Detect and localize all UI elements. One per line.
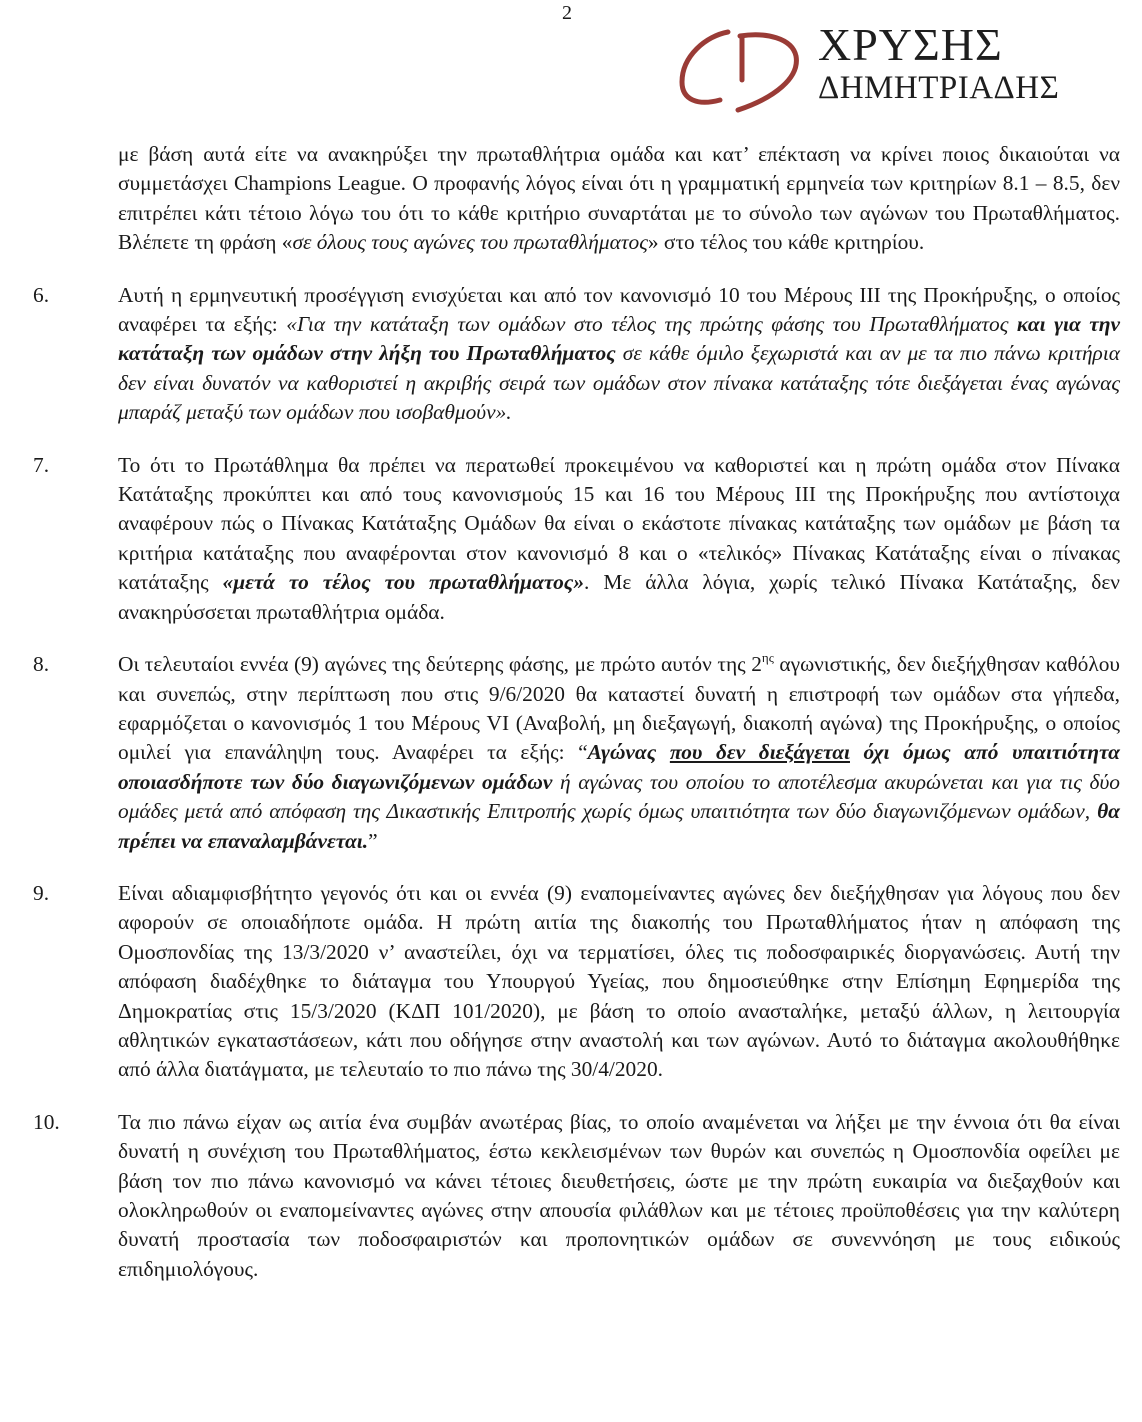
paragraph-number: 8. [33, 652, 50, 677]
text-segment: Το ότι το Πρωτάθλημα θα πρέπει να περατωθεί προκειμένου να καθοριστεί και η πρώτη ομάδα στον Πίνακα Κατάταξης προκύπτει και από τους κανονισμούς 15 και 16 του Μέρους ΙΙΙ της Προκήρυξης που αντίστοιχα αναφέρουν πώς ο Πίνακας Κατάταξης Ομάδων θα είναι ο εκάστοτε πίνακας κατάταξης των ομάδων με βάση τα κριτήρια κατάταξης που αναφέρονται στον κανονισμό 8 και ο «τελικός» Πίνακας Κατάταξης είναι ο πίνακας κατάταξης [118, 452, 1120, 595]
text-segment: ή αγώνας του οποίου το αποτέλεσμα ακυρώνεται και για τις δύο ομάδες μετά από απόφαση της Δικαστικής Επιτροπής χωρίς όμως υπαιτιότητα των δύο διαγωνιζόμενων ομάδων, [118, 769, 1120, 824]
text-segment: θα πρέπει να επαναλαμβάνεται. [118, 799, 1120, 853]
text-segment: Είναι αδιαμφισβήτητο γεγονός ότι και οι εννέα (9) εναπομείναντες αγώνες δεν διεξήχθησαν για λόγους που δεν αφορούν σε οποιαδήποτε ομάδα. Η πρώτη αιτία της διακοπής του Πρωταθλήματος ήταν η απόφαση της Ομοσπονδίας της 13/3/2020 ν’ αναστείλει, όχι να τερματίσει, όλες τις ποδοσφαιρικές διοργανώσεις. Αυτή την απόφαση διαδέχθηκε το διάταγμα του Υπουργού Υγείας, που δημοσιεύθηκε στην Επίσημη Εφημερίδα της Δημοκρατίας στις 15/3/2020 (ΚΔΠ 101/2020), με βάση το οποίο ανασταλήκε, μεταξύ άλλων, η λειτουργία αθλητικών εγκαταστάσεων, κάτι που οδήγησε στην αναστολή και των αγώνων. Αυτό το διάταγμα ακολουθήθηκε από άλλα διατάγματα, με τελευταίο το πιο πάνω της 30/4/2020. [118, 880, 1120, 1082]
firm-logo [676, 19, 1116, 112]
text-segment: «μετά το τέλος του πρωταθλήματος» [222, 570, 585, 595]
paragraph-continued [118, 140, 1120, 258]
text-segment: «Για την κατάταξη των ομάδων στο τέλος της πρώτης φάσης του Πρωταθλήματος [286, 312, 1017, 337]
text-segment: και για την κατάταξη των ομάδων στην λήξη του Πρωταθλήματος [118, 312, 1121, 366]
text-segment: ης [761, 650, 774, 666]
text-segment: σε όλους τους αγώνες του πρωταθλήματος [292, 230, 648, 255]
cd-monogram-icon [676, 26, 811, 114]
text-segment: . Με άλλα λόγια, χωρίς τελικό Πίνακα Κατάταξης, δεν ανακηρύσσεται πρωταθλήτρια ομάδα. [118, 570, 1120, 624]
paragraph-number: 10. [33, 1109, 60, 1134]
text-segment: αγωνιστικής, δεν διεξήχθησαν καθόλου και συνεπώς, στην περίπτωση που στις 9/6/2020 θα καταστεί δυνατή η επιστροφή των ομάδων στα γήπεδα, εφαρμόζεται ο κανονισμός 1 του Μέρους VI (Αναβολή, μη διεξαγωγή, διακοπή αγώνα) της Προκήρυξης, ο οποίος ομιλεί για επανάληψη τους. Αναφέρει τα εξής: “ [118, 652, 1120, 765]
brand-name-line-2: ΔΗΜΗΤΡΙΑΔΗΣ [818, 70, 1060, 106]
text-segment: » στο τέλος του κάθε κριτηρίου. [647, 230, 925, 255]
page-number: 2 [562, 2, 572, 24]
brand-name-line-1: ΧΡΥΣΗΣ [818, 19, 1003, 70]
paragraph-6 [33, 281, 1121, 428]
paragraph-number: 6. [33, 282, 50, 307]
text-segment: Αγώνας [587, 740, 670, 765]
text-segment: όχι όμως από υπαιτιότητα οποιασδήποτε των δύο διαγωνιζόμενων ομάδων [118, 740, 1120, 794]
text-segment: με βάση αυτά είτε να ανακηρύξει την πρωταθλήτρια ομάδα και κατ’ επέκταση να κρίνει ποιος δικαιούται να συμμετάσχει Champions League. Ο προφανής λόγος είναι ότι η γραμματική ερμηνεία των κριτηρίων 8.1 – 8.5, δεν επιτρέπει κάτι τέτοιο λόγω του ότι το κάθε κριτήριο συναρτάται με το σύνολο των αγώνων του Πρωταθλήματος. Βλέπετε τη φράση « [118, 142, 1120, 255]
paragraph-8 [33, 650, 1120, 856]
paragraph-number: 9. [33, 880, 50, 905]
text-segment: Αυτή η ερμηνευτική προσέγγιση ενισχύεται και από τον κανονισμό 10 του Μέρους ΙΙΙ της Προκήρυξης, ο οποίος αναφέρει τα εξής: [118, 282, 1120, 337]
paragraph-10 [33, 1108, 1120, 1284]
text-segment: σε κάθε όμιλο ξεχωριστά και αν με τα πιο πάνω κριτήρια δεν είναι δυνατόν να καθοριστεί η ακριβής σειρά των ομάδων στον πίνακα κατάταξης τότε διεξάγεται ένας αγώνας μπαράζ μεταξύ των ομάδων που ισοβαθμούν». [118, 341, 1120, 425]
text-segment: Οι τελευταίοι εννέα (9) αγώνες της δεύτερης φάσης, με πρώτο αυτόν της 2 [118, 652, 762, 677]
text-segment: που δεν διεξάγεται [669, 740, 850, 765]
document-body [0, 140, 1142, 1307]
paragraph-number: 7. [33, 452, 50, 477]
text-segment: Τα πιο πάνω είχαν ως αιτία ένα συμβάν ανωτέρας βίας, το οποίο αναμένεται να λήξει με την έννοια ότι θα είναι δυνατή η συνέχιση του Πρωταθλήματος, έστω κεκλεισμένων των θυρών και συνεπώς η Ομοσπονδία οφείλει με βάση τον πιο πάνω κανονισμό να κάνει τέτοιες διευθετήσεις, ώστε με την πρώτη ευκαιρία να διεξαχθούν και ολοκληρωθούν οι εναπομείναντες αγώνες στην απουσία φιλάθλων και με τέτοιες προϋποθέσεις για την καλύτερη δυνατή προστασία των ποδοσφαιριστών και προπονητικών ομάδων σε συνεννόηση με τους ειδικούς επιδημιολόγους. [118, 1109, 1120, 1281]
paragraph-9 [33, 879, 1120, 1085]
text-segment: ” [368, 828, 378, 853]
paragraph-7 [33, 451, 1120, 627]
